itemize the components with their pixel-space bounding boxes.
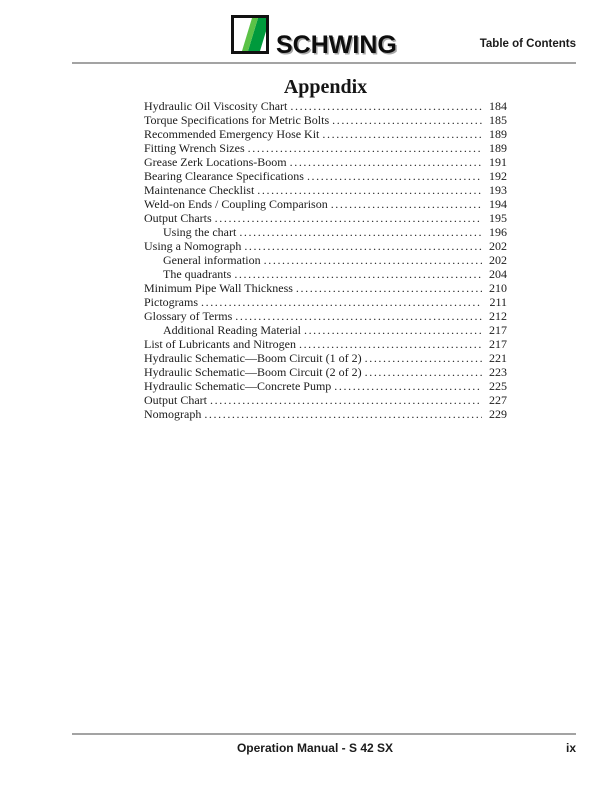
dot-leader bbox=[239, 225, 482, 239]
toc-entry-label[interactable]: Hydraulic Oil Viscosity Chart bbox=[144, 99, 288, 113]
toc-entry[interactable] bbox=[144, 323, 507, 337]
header-rule bbox=[72, 62, 576, 64]
toc-entry-page[interactable]: 189 bbox=[489, 127, 507, 141]
toc-entry[interactable] bbox=[144, 141, 507, 155]
toc-entry-page[interactable]: 191 bbox=[489, 155, 507, 169]
dot-leader bbox=[215, 211, 482, 225]
dot-leader bbox=[290, 99, 482, 113]
dot-leader bbox=[365, 365, 482, 379]
toc-entry-label[interactable]: Weld-on Ends / Coupling Comparison bbox=[144, 197, 328, 211]
toc-entry-page[interactable]: 221 bbox=[489, 351, 507, 365]
dot-leader bbox=[244, 239, 482, 253]
schwing-logo-wordmark: SCHWING bbox=[276, 31, 397, 59]
schwing-logo bbox=[231, 15, 397, 59]
schwing-logo-icon bbox=[231, 15, 269, 54]
toc-entry[interactable] bbox=[144, 155, 507, 169]
toc-entry[interactable] bbox=[144, 169, 507, 183]
toc-entry-label[interactable]: Grease Zerk Locations-Boom bbox=[144, 155, 287, 169]
toc-entry[interactable] bbox=[144, 309, 507, 323]
dot-leader bbox=[365, 351, 482, 365]
dot-leader bbox=[332, 113, 482, 127]
toc-entry-label[interactable]: Output Charts bbox=[144, 211, 212, 225]
toc-entry-page[interactable]: 185 bbox=[489, 113, 507, 127]
dot-leader bbox=[204, 407, 482, 421]
toc-entry-label[interactable]: General information bbox=[163, 253, 261, 267]
toc-entry[interactable] bbox=[144, 253, 507, 267]
dot-leader bbox=[304, 323, 482, 337]
toc-entry-label[interactable]: List of Lubricants and Nitrogen bbox=[144, 337, 296, 351]
toc-entry[interactable] bbox=[144, 379, 507, 393]
toc-entry-page[interactable]: 202 bbox=[489, 239, 507, 253]
toc-entry-page[interactable]: 212 bbox=[489, 309, 507, 323]
toc-entry[interactable] bbox=[144, 267, 507, 281]
toc-entry[interactable] bbox=[144, 351, 507, 365]
footer-page-number: ix bbox=[565, 741, 576, 755]
dot-leader bbox=[307, 169, 482, 183]
dot-leader bbox=[334, 379, 482, 393]
toc-entry[interactable] bbox=[144, 337, 507, 351]
toc-entry[interactable] bbox=[144, 127, 507, 141]
toc-entry[interactable] bbox=[144, 99, 507, 113]
toc-entry-label[interactable]: Nomograph bbox=[144, 407, 202, 421]
toc-entry-page[interactable]: 184 bbox=[489, 99, 507, 113]
toc-entry[interactable] bbox=[144, 295, 507, 309]
toc-entry[interactable] bbox=[144, 407, 507, 421]
toc-entry-label[interactable]: Fitting Wrench Sizes bbox=[144, 141, 245, 155]
toc-entry-label[interactable]: Additional Reading Material bbox=[163, 323, 301, 337]
toc-entry-page[interactable]: 217 bbox=[489, 323, 507, 337]
toc-entry-page[interactable]: 194 bbox=[489, 197, 507, 211]
toc-entry-page[interactable]: 193 bbox=[489, 183, 507, 197]
footer-title: Operation Manual - S 42 SX bbox=[236, 741, 394, 755]
dot-leader bbox=[299, 337, 482, 351]
toc-entry-label[interactable]: Pictograms bbox=[144, 295, 198, 309]
toc-entry-label[interactable]: Hydraulic Schematic—Boom Circuit (2 of 2) bbox=[144, 365, 362, 379]
header-section-label: Table of Contents bbox=[479, 38, 576, 50]
toc-entry-page[interactable]: 195 bbox=[489, 211, 507, 225]
toc-entry[interactable] bbox=[144, 281, 507, 295]
toc-entry-label[interactable]: Bearing Clearance Specifications bbox=[144, 169, 304, 183]
toc-entry-page[interactable]: 211 bbox=[489, 295, 507, 309]
dot-leader bbox=[290, 155, 482, 169]
toc-entry[interactable] bbox=[144, 239, 507, 253]
toc-entry[interactable] bbox=[144, 365, 507, 379]
toc-entry-page[interactable]: 217 bbox=[489, 337, 507, 351]
dot-leader bbox=[257, 183, 482, 197]
dot-leader bbox=[210, 393, 482, 407]
toc-entry-page[interactable]: 225 bbox=[489, 379, 507, 393]
toc-entry[interactable] bbox=[144, 197, 507, 211]
toc-entry-page[interactable]: 210 bbox=[489, 281, 507, 295]
dot-leader bbox=[234, 267, 482, 281]
toc-entry[interactable] bbox=[144, 113, 507, 127]
toc-entry-label[interactable]: Using a Nomograph bbox=[144, 239, 242, 253]
toc-entry[interactable] bbox=[144, 225, 507, 239]
toc-entry-label[interactable]: Output Chart bbox=[144, 393, 207, 407]
toc-entry[interactable] bbox=[144, 393, 507, 407]
toc-entry-page[interactable]: 196 bbox=[489, 225, 507, 239]
dot-leader bbox=[322, 127, 482, 141]
toc-entry-page[interactable]: 223 bbox=[489, 365, 507, 379]
dot-leader bbox=[264, 253, 482, 267]
toc-entry-label[interactable]: Torque Specifications for Metric Bolts bbox=[144, 113, 330, 127]
toc-entry-page[interactable]: 202 bbox=[489, 253, 507, 267]
toc-list bbox=[144, 99, 507, 421]
dot-leader bbox=[235, 309, 482, 323]
page-title: Appendix bbox=[283, 76, 368, 98]
dot-leader bbox=[248, 141, 482, 155]
toc-entry-page[interactable]: 189 bbox=[489, 141, 507, 155]
toc-entry-label[interactable]: Recommended Emergency Hose Kit bbox=[144, 127, 320, 141]
dot-leader bbox=[331, 197, 482, 211]
toc-entry-page[interactable]: 227 bbox=[489, 393, 507, 407]
footer-rule bbox=[72, 733, 576, 735]
dot-leader bbox=[201, 295, 482, 309]
toc-entry-page[interactable]: 229 bbox=[489, 407, 507, 421]
toc-entry[interactable] bbox=[144, 211, 507, 225]
toc-entry-label[interactable]: Glossary of Terms bbox=[144, 309, 233, 323]
toc-entry-label[interactable]: Hydraulic Schematic—Concrete Pump bbox=[144, 379, 332, 393]
toc-entry-label[interactable]: Hydraulic Schematic—Boom Circuit (1 of 2) bbox=[144, 351, 362, 365]
dot-leader bbox=[296, 281, 482, 295]
toc-entry-page[interactable]: 204 bbox=[489, 267, 507, 281]
toc-entry-label[interactable]: The quadrants bbox=[163, 267, 232, 281]
toc-entry-page[interactable]: 192 bbox=[489, 169, 507, 183]
toc-entry-label[interactable]: Minimum Pipe Wall Thickness bbox=[144, 281, 293, 295]
toc-entry-label[interactable]: Using the chart bbox=[163, 225, 237, 239]
toc-entry-label[interactable]: Maintenance Checklist bbox=[144, 183, 255, 197]
toc-entry[interactable] bbox=[144, 183, 507, 197]
